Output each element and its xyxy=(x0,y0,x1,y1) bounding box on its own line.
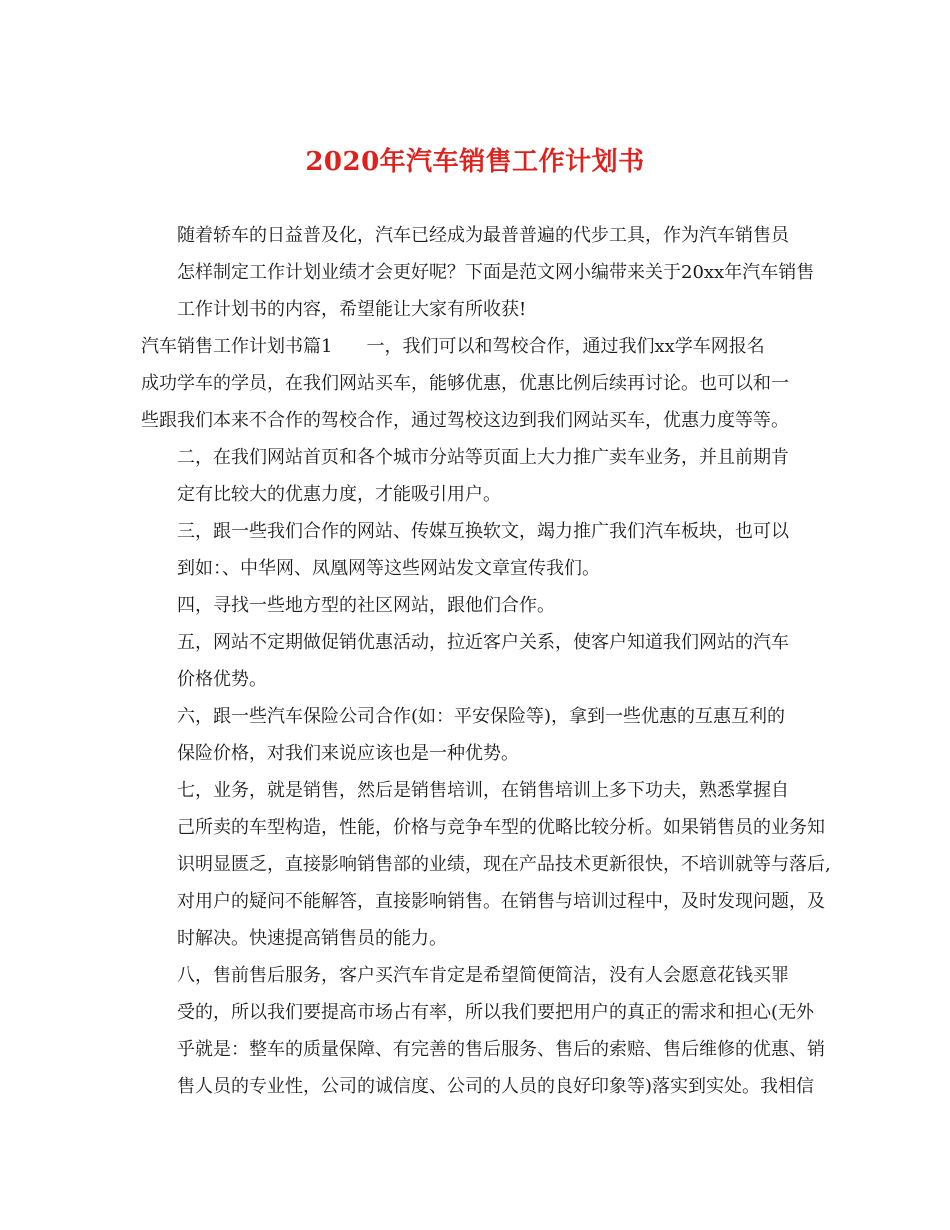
text-line: 己所卖的车型构造，性能，价格与竞争车型的优略比较分析。如果销售员的业务知 xyxy=(177,817,825,838)
text-line: 二，在我们网站首页和各个城市分站等页面上大力推广卖车业务，并且前期肯 xyxy=(177,447,789,468)
paragraph-5 xyxy=(141,624,813,698)
paragraph-3 xyxy=(141,513,813,587)
paragraph-2 xyxy=(141,439,813,513)
text-line: 四，寻找一些地方型的社区网站，跟他们合作。 xyxy=(177,595,555,616)
text-line: 些跟我们本来不合作的驾校合作，通过驾校这边到我们网站买车，优惠力度等等。 xyxy=(141,410,789,431)
paragraph-4 xyxy=(141,587,813,624)
text-line: 八，售前售后服务，客户买汽车肯定是希望简便简洁，没有人会愿意花钱买罪 xyxy=(177,965,789,986)
paragraph-6 xyxy=(141,698,813,772)
section-first-line xyxy=(141,328,813,365)
text-line: 定有比较大的优惠力度，才能吸引用户。 xyxy=(177,484,501,505)
section-paragraph-1 xyxy=(141,328,813,439)
paragraph-7 xyxy=(141,772,831,957)
text-line: 随着轿车的日益普及化，汽车已经成为最普普遍的代步工具，作为汽车销售员 xyxy=(177,225,789,246)
text-line: 工作计划书的内容，希望能让大家有所收获! xyxy=(177,299,527,320)
intro-paragraph xyxy=(141,217,813,328)
text-line: 受的，所以我们要提高市场占有率，所以我们要把用户的真正的需求和担心(无外 xyxy=(177,1002,815,1023)
text-line: 售人员的专业性，公司的诚信度、公司的人员的良好印象等)落实到实处。我相信 xyxy=(177,1076,815,1097)
text-line: 七，业务，就是销售，然后是销售培训，在销售培训上多下功夫，熟悉掌握自 xyxy=(177,780,789,801)
text-line: 保险价格，对我们来说应该也是一种优势。 xyxy=(177,743,519,764)
text-line: 识明显匮乏，直接影响销售部的业绩，现在产品技术更新很快，不培训就等与落后, xyxy=(177,854,831,875)
text-line: 六，跟一些汽车保险公司合作(如：平安保险等)，拿到一些优惠的互惠互利的 xyxy=(177,706,786,727)
section-heading: 汽车销售工作计划书篇1 xyxy=(141,336,333,357)
text-line: 到如：、中华网、凤凰网等这些网站发文章宣传我们。 xyxy=(177,558,600,579)
text-line: 怎样制定工作计划业绩才会更好呢？下面是范文网小编带来关于20xx年汽车销售 xyxy=(177,262,815,283)
document-body xyxy=(141,217,831,1105)
paragraph-8 xyxy=(141,957,825,1105)
text-line: 乎就是：整车的质量保障、有完善的售后服务、售后的索赔、售后维修的优惠、销 xyxy=(177,1039,825,1060)
text-line: 价格优势。 xyxy=(177,669,267,690)
text-line: 五，网站不定期做促销优惠活动，拉近客户关系，使客户知道我们网站的汽车 xyxy=(177,632,789,653)
text-line: 三，跟一些我们合作的网站、传媒互换软文，竭力推广我们汽车板块，也可以 xyxy=(177,521,789,542)
text-line: 时解决。快速提高销售员的能力。 xyxy=(177,928,447,949)
text-line: 对用户的疑问不能解答，直接影响销售。在销售与培训过程中，及时发现问题，及 xyxy=(177,891,825,912)
text-line: 一，我们可以和驾校合作，通过我们xx学车网报名 xyxy=(366,336,765,357)
text-line: 成功学车的学员，在我们网站买车，能够优惠，优惠比例后续再讨论。也可以和一 xyxy=(141,373,789,394)
document-title: 2020年汽车销售工作计划书 xyxy=(305,147,645,177)
